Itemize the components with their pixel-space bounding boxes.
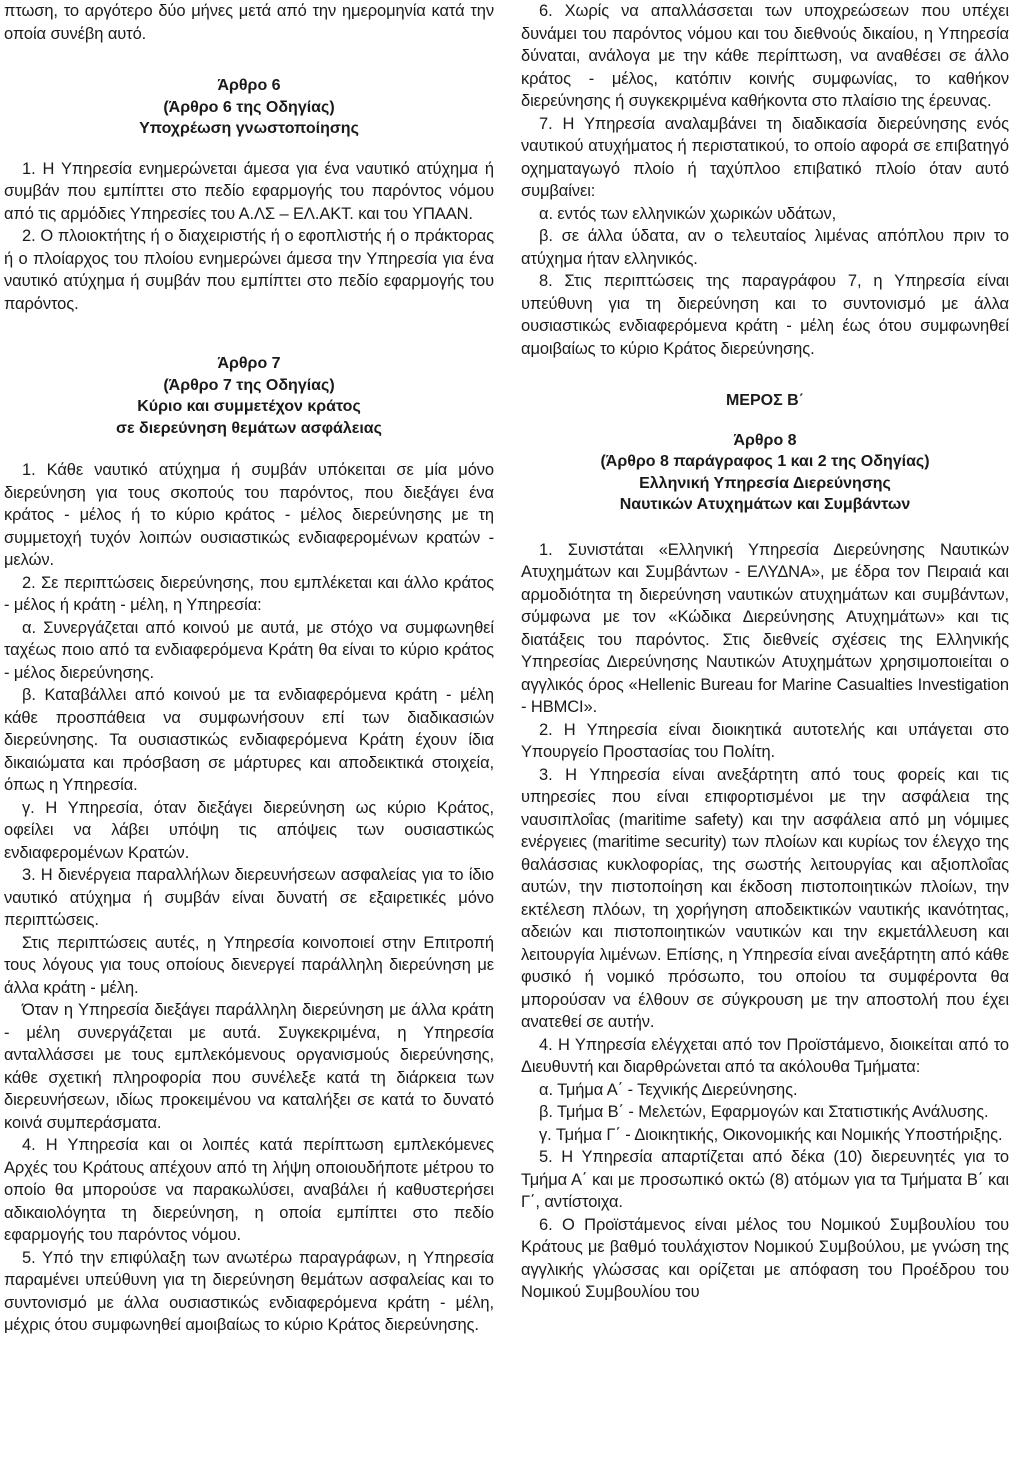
article-subtitle: (Άρθρο 6 της Οδηγίας) <box>163 98 335 116</box>
paragraph: α. Τμήμα Α΄ - Τεχνικής Διερεύνησης. <box>539 1080 798 1099</box>
paragraph: 1. Η Υπηρεσία ενημερώνεται άμεσα για ένα ναυτικό ατύχημα ή συμβάν που εμπίπτει στο πεδίο εφαρμογής του παρόντος νόμου από τις αρμόδιες Υπηρεσίες του Α.ΛΣ – ΕΛ.ΑΚΤ. και του ΥΠΑΑΝ. <box>4 159 494 223</box>
article-title: Άρθρο 7 <box>217 355 281 372</box>
paragraph: 2. Ο πλοιοκτήτης ή ο διαχειριστής ή ο εφοπλιστής ή ο πράκτορας ή ο πλοίαρχος του πλοίου ενημερώνει άμεσα την Υπηρεσία για ένα ναυτικό ατύχημα ή συμβάν που εμπίπτει στο πεδίο εφαρμογής του παρόντος. <box>4 227 494 313</box>
paragraph: β. σε άλλα ύδατα, αν ο τελευταίος λιμένας απόπλου πριν το ατύχημα ήταν ελληνικός. <box>521 227 1009 268</box>
article-heading: Ναυτικών Ατυχημάτων και Συμβάντων <box>619 496 911 513</box>
paragraph: 2. Σε περιπτώσεις διερεύνησης, που εμπλέκεται και άλλο κράτος - μέλος ή κράτη - μέλη, η Υπηρεσία: <box>4 573 494 614</box>
paragraph: 8. Στις περιπτώσεις της παραγράφου 7, η Υπηρεσία είναι υπεύθυνη για τη διερεύνηση και το συντονισμό με άλλα ουσιαστικώς ενδιαφερόμενα κράτη - μέλη έως ότου συμφωνηθεί αμοιβαίως το κύριο Κράτος διερεύνησης. <box>521 272 1009 358</box>
right-column <box>521 0 1009 1304</box>
paragraph: Στις περιπτώσεις αυτές, η Υπηρεσία κοινοποιεί στην Επιτροπή τους λόγους για τους οποίους διενεργεί παράλληλη διερεύνηση με άλλα κράτη - μέλη. <box>4 933 494 997</box>
article-title: Άρθρο 6 <box>217 77 281 94</box>
article-heading: Υποχρέωση γνωστοποίησης <box>139 120 359 137</box>
paragraph: 6. Χωρίς να απαλλάσσεται των υποχρεώσεων που υπέχει δυνάμει του παρόντος νόμου και του διεθνούς δικαίου, η Υπηρεσία δύναται, ανάλογα με την κάθε περίπτωση, να αναθέσει σε άλλο κράτος - μέλος, κατόπιν κοινής συμφωνίας, το καθήκον διερεύνησης ή συγκεκριμένα καθήκοντα στο πλαίσιο της έρευνας. <box>521 2 1009 110</box>
article-6-header <box>4 75 494 140</box>
paragraph: πτωση, το αργότερο δύο μήνες μετά από την ημερομηνία κατά την οποία συνέβη αυτό. <box>4 2 494 43</box>
article-heading: Ελληνική Υπηρεσία Διερεύνησης <box>639 474 891 492</box>
paragraph: γ. Η Υπηρεσία, όταν διεξάγει διερεύνηση ως κύριο Κράτος, οφείλει να λάβει υπόψη τις απόψεις των ουσιαστικώς ενδιαφερομένων Κρατών. <box>4 798 494 862</box>
paragraph: 5. Υπό την επιφύλαξη των ανωτέρω παραγράφων, η Υπηρεσία παραμένει υπεύθυνη για τη διερεύνηση θεμάτων ασφαλείας και το συντονισμό με άλλα ουσιαστικώς ενδιαφερόμενα κράτη - μέλη, μέχρις ότου συμφωνηθεί αμοιβαίως το κύριο Κράτος διερεύνησης. <box>4 1248 494 1334</box>
paragraph: α. εντός των ελληνικών χωρικών υδάτων, <box>539 204 837 223</box>
paragraph: 6. Ο Προϊστάμενος είναι μέλος του Νομικού Συμβουλίου του Κράτους με βαθμό τουλάχιστον Νομικού Συμβούλου, με γνώση της αγγλικής γλώσσας και ορίζεται με απόφαση του Προέδρου του Νομικού Συμβουλίου του <box>521 1215 1009 1301</box>
paragraph: Όταν η Υπηρεσία διεξάγει παράλληλη διερεύνηση με άλλα κράτη - μέλη συνεργάζεται με αυτά. Συγκεκριμένα, η Υπηρεσία ανταλλάσσει με τους εμπλεκόμενους οργανισμούς διερεύνησης, κάθε σχετική πληροφορία που συνέλεξε κατά τη διάρκεια των διερευνήσεων, ιδίως προκειμένου να καταλήξει σε κατά το δυνατό κοινά συμπεράσματα. <box>4 1001 494 1132</box>
paragraph: 1. Κάθε ναυτικό ατύχημα ή συμβάν υπόκειται σε μία μόνο διερεύνηση για τους σκοπούς του παρόντος, που διεξάγει ένα κράτος - μέλος ή το κύριο κράτος - μέλος διερεύνησης με τη συμμετοχή τυχόν λοιπών ουσιαστικώς ενδιαφερομένων κρατών - μελών. <box>4 461 494 569</box>
paragraph: α. Συνεργάζεται από κοινού με αυτά, με στόχο να συμφωνηθεί ταχέως ποιο από τα ενδιαφερόμενα Κράτη θα είναι το κύριο κράτος - μέλος διερεύνησης. <box>4 618 494 682</box>
article-subtitle: (Άρθρο 7 της Οδηγίας) <box>163 376 335 394</box>
paragraph: β. Τμήμα Β΄ - Μελετών, Εφαρμογών και Στατιστικής Ανάλυσης. <box>539 1103 989 1121</box>
paragraph: 1. Συνιστάται «Ελληνική Υπηρεσία Διερεύνησης Ναυτικών Ατυχημάτων και Συμβάντων - ΕΛΥΔΝΑ», με έδρα τον Πειραιά και αρμοδιότητα τη διερεύνηση ναυτικών ατυχημάτων και συμβάντων, σύμφωνα με τον «Κώδικα Διερεύνησης Ατυχημάτων» και τις διατάξεις του παρόντος. Στις διεθνείς σχέσεις της Ελληνικής Υπηρεσίας Διερεύνησης Ναυτικών Ατυχημάτων χρησιμοποιείται ο αγγλικός όρος «Hellenic Bureau for Marine Casualties Investigation - HBMCI». <box>521 540 1009 716</box>
paragraph: γ. Τμήμα Γ΄ - Διοικητικής, Οικονομικής και Νομικής Υποστήριξης. <box>539 1125 1003 1144</box>
paragraph: 2. Η Υπηρεσία είναι διοικητικά αυτοτελής και υπάγεται στο Υπουργείο Προστασίας του Πολίτη. <box>521 720 1009 761</box>
left-column <box>4 0 494 1337</box>
article-heading: Κύριο και συμμετέχον κράτος <box>137 398 361 415</box>
part-heading: ΜΕΡΟΣ Β΄ <box>725 392 805 409</box>
paragraph: 3. Η διενέργεια παραλλήλων διερευνήσεων ασφαλείας για το ίδιο ναυτικό ατύχημα ή συμβάν είναι δυνατή σε εξαιρετικές μόνο περιπτώσεις. <box>4 866 494 929</box>
paragraph: 5. Η Υπηρεσία απαρτίζεται από δέκα (10) διερευνητές για το Τμήμα Α΄ και με προσωπικό οκτώ (8) ατόμων για τα Τμήματα Β΄ και Γ΄, αντίστοιχα. <box>521 1148 1009 1211</box>
paragraph: β. Καταβάλλει από κοινού με τα ενδιαφερόμενα κράτη - μέλη κάθε προσπάθεια να συμφωνήσουν επί των διαδικασιών διερεύνησης. Τα ουσιαστικώς ενδιαφερόμενα Κράτη έχουν ίδια δικαιώματα και πρόσβαση σε μάρτυρες και αποδεικτικά στοιχεία, όπως η Υπηρεσία. <box>4 686 494 794</box>
paragraph: 4. Η Υπηρεσία και οι λοιπές κατά περίπτωση εμπλεκόμενες Αρχές του Κράτους απέχουν από τη λήψη οποιουδήποτε μέτρου το οποίο θα μπορούσε να παρακωλύσει, αναβάλει ή καθυστερήσει αδικαιολόγητα τη διερεύνηση, η οποία εμπίπτει στο πεδίο εφαρμογής του παρόντος νόμου. <box>4 1136 494 1244</box>
article-8-header <box>521 430 1009 516</box>
paragraph: 4. Η Υπηρεσία ελέγχεται από τον Προϊστάμενο, διοικείται από το Διευθυντή και διαρθρώνεται από τα ακόλουθα Τμήματα: <box>521 1035 1009 1076</box>
article-title: Άρθρο 8 <box>733 431 797 449</box>
article-7-header <box>4 353 494 439</box>
article-heading: σε διερεύνηση θεμάτων ασφάλειας <box>116 419 382 437</box>
paragraph: 3. Η Υπηρεσία είναι ανεξάρτητη από τους φορείς και τις υπηρεσίες που είναι επιφορτισμένοι με την ασφάλεια της ναυσιπλοΐας (maritime safety) και την ασφάλεια από μη νόμιμες ενέργειες (maritime security) των πλοίων και κυρίως τον έλεγχο της θαλάσσιας κυκλοφορίας, της σωστής λειτουργίας και αξιοπλοΐας αυτών, την πιστοποίηση και έκδοση πιστοποιητικών πλοίων, την εκτέλεση πλόων, τη χορήγηση αποδεικτικών ναυτικής ικανότητας, αδειών και πιστοποιητικών ναυτικών και την εκμετάλλευση και λειτουργία λιμένων. Επίσης, η Υπηρεσία είναι ανεξάρτητη από κάθε φυσικό ή νομικό πρόσωπο, του οποίου τα συμφέροντα θα μπορούσαν να έλθουν σε σύγκρουση με την αποστολή που έχει ανατεθεί σε αυτήν. <box>521 765 1009 1031</box>
article-subtitle: (Άρθρο 8 παράγραφος 1 και 2 της Οδηγίας) <box>600 453 930 470</box>
paragraph: 7. Η Υπηρεσία αναλαμβάνει τη διαδικασία διερεύνησης ενός ναυτικού ατυχήματος ή περιστατικού, το οποίο αφορά σε επιβατηγό οχηματαγωγό πλοίο ή ταχύπλοο επιβατικό πλοίο όταν αυτό συμβαίνει: <box>521 114 1009 200</box>
